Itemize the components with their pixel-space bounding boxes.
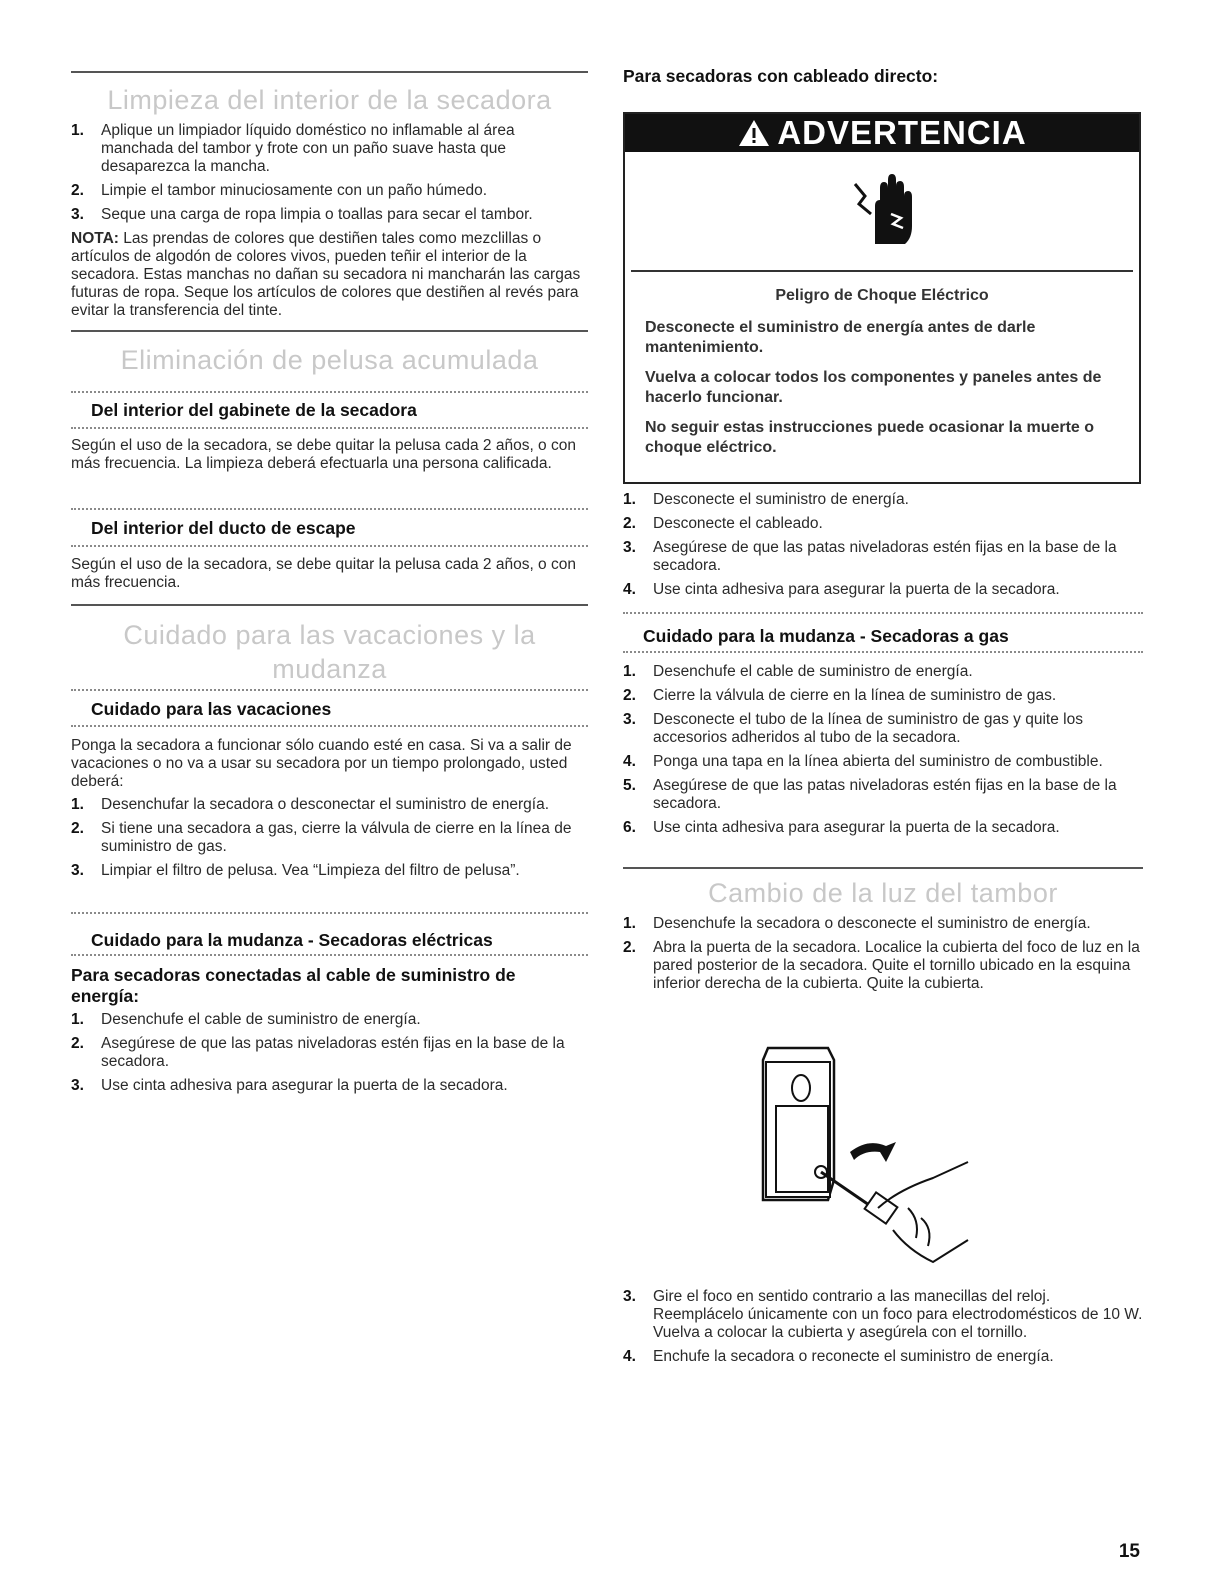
dotted-divider — [71, 912, 588, 914]
light-cover-illustration — [758, 1040, 1008, 1275]
electric-shock-hand-icon — [847, 166, 917, 256]
section-divider — [623, 867, 1143, 869]
warning-triangle-icon — [737, 118, 771, 148]
cleaning-steps — [71, 122, 588, 230]
vacaciones-paragraph: Ponga la secadora a funcionar sólo cuando esté en casa. Si va a salir de vacaciones o no va a usar su secadora por un tiempo prolongado, usted deberá: — [71, 737, 572, 790]
warning-box — [623, 112, 1141, 484]
section-title-luz: Cambio de la luz del tambor — [708, 878, 1058, 908]
list-item: 4. Ponga una tapa en la línea abierta del suministro de combustible. — [623, 753, 1103, 770]
bulb-steps-a — [623, 915, 1143, 999]
dotted-divider — [71, 545, 588, 547]
list-item: 3. Use cinta adhesiva para asegurar la puerta de la secadora. — [71, 1077, 508, 1094]
list-item: 1. Desenchufe el cable de suministro de energía. — [71, 1011, 421, 1028]
warning-line-1: Desconecte el suministro de energía antes de darle mantenimiento. — [645, 319, 1036, 356]
vacation-steps — [71, 796, 588, 886]
page-number: 15 — [1118, 1541, 1140, 1562]
list-item: 3. Asegúrese de que las patas niveladoras estén fijas en la base de la secadora. — [623, 539, 1117, 574]
section-title-vacaciones: Cuidado para las vacaciones y la mudanza — [123, 620, 536, 684]
dotted-divider — [623, 651, 1143, 653]
list-item: 2. Abra la puerta de la secadora. Localice la cubierta del foco de luz en la pared posterior de la secadora. Quite el tornillo ubicado en la esquina inferior derecha de la cubierta. Quite la cubierta. — [623, 939, 1140, 992]
warning-banner — [625, 114, 1139, 152]
ducto-paragraph: Según el uso de la secadora, se debe quitar la pelusa cada 2 años, o con más frecuencia. — [71, 556, 576, 591]
list-item: 4. Enchufe la secadora o reconecte el suministro de energía. — [623, 1348, 1054, 1365]
subheading-mudanza-electricas: Cuidado para la mudanza - Secadoras eléctricas — [91, 930, 493, 950]
warning-title: Peligro de Choque Eléctrico — [775, 287, 989, 304]
direct-wired-steps — [623, 491, 1143, 605]
list-item: 2. Cierre la válvula de cierre en la línea de suministro de gas. — [623, 687, 1057, 704]
list-item: 3. Gire el foco en sentido contrario a las manecillas del reloj. Reemplácelo únicamente con un foco para electrodomésticos de 10 W. Vuelva a colocar la cubierta y asegúrela con el tornillo. — [623, 1288, 1143, 1341]
direct-wired-heading: Para secadoras con cableado directo: — [623, 66, 939, 86]
list-item: 5. Asegúrese de que las patas niveladoras estén fijas en la base de la secadora. — [623, 777, 1117, 812]
dotted-divider — [71, 508, 588, 510]
dotted-divider — [623, 612, 1143, 614]
subheading-mudanza-gas: Cuidado para la mudanza - Secadoras a gas — [643, 626, 1009, 646]
gabinete-paragraph: Según el uso de la secadora, se debe quitar la pelusa cada 2 años, o con más frecuencia. La limpieza deberá efectuarla una persona calificada. — [71, 437, 576, 472]
warning-line-2: Vuelva a colocar todos los componentes y paneles antes de hacerlo funcionar. — [645, 369, 1102, 406]
dotted-divider — [71, 725, 588, 727]
note-paragraph: NOTA: Las prendas de colores que destiñen tales como mezclillas o artículos de algodón de colores vivos, pueden teñir el interior de la secadora. Estas manchas no dañan su secadora ni mancharán las cargas futuras de ropa. Seque los artículos de colores que destiñen al revés para evitar la transferencia del tinte. — [71, 230, 581, 319]
list-item: 1. Desconecte el suministro de energía. — [623, 491, 909, 508]
list-item: 3. Desconecte el tubo de la línea de suministro de gas y quite los accesorios adheridos al tubo de la secadora. — [623, 711, 1083, 746]
section-title-limpieza: Limpieza del interior de la secadora — [107, 85, 552, 115]
list-item: 6. Use cinta adhesiva para asegurar la puerta de la secadora. — [623, 819, 1060, 836]
section-divider — [71, 71, 588, 73]
subheading-vacaciones: Cuidado para las vacaciones — [91, 699, 332, 719]
list-item: 1. Desenchufe la secadora o desconecte el suministro de energía. — [623, 915, 1091, 932]
list-item: 1. Desenchufe el cable de suministro de energía. — [623, 663, 973, 680]
list-item: 3. Limpiar el filtro de pelusa. Vea “Limpieza del filtro de pelusa”. — [71, 862, 520, 879]
dotted-divider — [71, 427, 588, 429]
warning-line-3: No seguir estas instrucciones puede ocasionar la muerte o choque eléctrico. — [645, 419, 1095, 456]
list-item: 2. Asegúrese de que las patas niveladoras estén fijas en la base de la secadora. — [71, 1035, 565, 1070]
list-item: 2. Desconecte el cableado. — [623, 515, 823, 532]
section-divider — [71, 330, 588, 332]
dotted-divider — [71, 689, 588, 691]
dotted-divider — [71, 391, 588, 393]
list-item: 1. Aplique un limpiador líquido doméstico no inflamable al área manchada del tambor y frote con un paño suave hasta que desaparezca la mancha. — [71, 122, 515, 175]
electric-moving-steps — [71, 1011, 588, 1101]
section-title-pelusa: Eliminación de pelusa acumulada — [120, 345, 539, 375]
gas-moving-steps — [623, 663, 1143, 843]
section-divider — [71, 604, 588, 606]
bulb-steps-b — [623, 1288, 1143, 1372]
list-item: 1. Desenchufar la secadora o desconectar el suministro de energía. — [71, 796, 550, 813]
warning-banner-label: ADVERTENCIA — [777, 114, 1027, 151]
list-item: 2. Si tiene una secadora a gas, cierre la válvula de cierre en la línea de suministro de gas. — [71, 820, 572, 855]
subheading-ducto: Del interior del ducto de escape — [91, 518, 356, 538]
subheading-gabinete: Del interior del gabinete de la secadora — [91, 400, 417, 420]
shock-hazard-area — [625, 152, 1139, 270]
list-item: 4. Use cinta adhesiva para asegurar la puerta de la secadora. — [623, 581, 1060, 598]
cable-heading: Para secadoras conectadas al cable de suministro de energía: — [71, 965, 516, 1006]
dotted-divider — [71, 954, 588, 956]
list-item: 3. Seque una carga de ropa limpia o toallas para secar el tambor. — [71, 206, 533, 223]
list-item: 2. Limpie el tambor minuciosamente con un paño húmedo. — [71, 182, 488, 199]
